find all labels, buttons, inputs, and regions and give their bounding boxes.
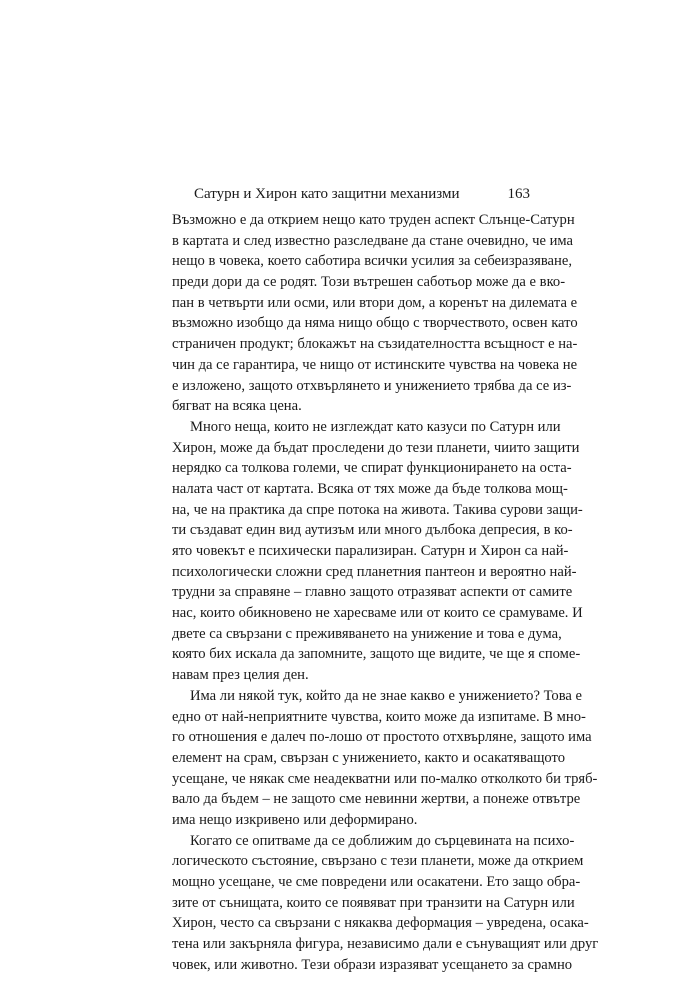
paragraph [172, 417, 583, 686]
text-line: която бих искала да запомните, защото ще видите, че ще я споме- [172, 646, 581, 663]
text-line: налата част от картата. Всяка от тях може да бъде толкова мощ- [172, 480, 568, 497]
running-header [172, 186, 530, 206]
text-line: Хирон, често са свързани с някаква деформация – увредена, осака- [172, 915, 589, 932]
text-line: мощно усещане, че сме повредени или осакатени. Ето защо обра- [172, 874, 581, 890]
text-line: е изложено, защото отхвърлянето и унижението трябва да се из- [172, 377, 572, 394]
text-line: нас, които обикновено не харесваме или от които се срамуваме. И [172, 605, 583, 622]
text-line: психологически сложни сред планетния пантеон и вероятно най- [172, 563, 577, 580]
text-line: вало да бъдем – не защото сме невинни жертви, а понеже отвътре [172, 791, 581, 808]
body-text [172, 210, 599, 975]
text-line: Има ли някой тук, който да не знае какво е унижението? Това е [190, 687, 582, 704]
text-line: ято човекът е психически парализиран. Сатурн и Хирон са най- [172, 543, 569, 559]
text-line: ти създават един вид аутизъм или много дълбока депресия, в ко- [172, 522, 573, 539]
paragraph [172, 210, 578, 417]
text-line: има нещо изкривено или деформирано. [172, 811, 418, 828]
text-line: Когато се опитваме да се доближим до сърцевината на психо- [190, 832, 575, 849]
text-line: бягват на всяка цена. [172, 398, 302, 415]
text-line: чин да се гарантира, че нищо от истинските чувства на човека не [172, 356, 578, 373]
text-line: страничен продукт; блокажът на съзидателността всъщност е на- [172, 336, 578, 353]
chapter-title: Сатурн и Хирон като защитни механизми [194, 186, 460, 202]
text-line: трудни за справяне – главно защото отразяват аспекти от самите [172, 584, 573, 601]
text-line: нещо в човека, което саботира всички усилия за себеизразяване, [172, 253, 572, 270]
text-line: преди дори да се родят. Този вътрешен саботьор може да е вко- [172, 274, 566, 291]
text-line: нерядко са толкова големи, че спират функционирането на оста- [172, 460, 572, 477]
text-line: го отношения е далеч по-лошо от простото отхвърляне, защото има [172, 729, 592, 746]
text-line: в картата и след известно разследване да стане очевидно, че има [172, 232, 574, 249]
text-line: елемент на срам, свързан с унижението, както и осакатяващото [172, 749, 566, 766]
text-line: възможно изобщо да няма нищо общо с творчеството, освен като [172, 315, 578, 332]
text-line: тена или закърняла фигура, независимо дали е сънуващият или друг [172, 936, 599, 953]
page-number: 163 [507, 186, 530, 202]
text-line: на, че на практика да спре потока на живота. Такива сурови защи- [172, 501, 583, 518]
text-line: Много неща, които не изглеждат като казуси по Сатурн или [190, 418, 561, 435]
text-line: двете са свързани с преживяването на унижение и това е дума, [172, 625, 562, 642]
text-line: Възможно е да открием нещо като труден аспект Слънце-Сатурн [172, 212, 575, 228]
text-line: едно от най-неприятните чувства, които може да изпитаме. В мно- [172, 708, 586, 725]
text-line: навам през целия ден. [172, 667, 309, 684]
text-line: Хирон, може да бъдат проследени до тези планети, чиито защити [172, 439, 580, 456]
text-line: логическото състояние, свързано с тези планети, може да открием [172, 853, 584, 870]
text-line: пан в четвърти или осми, или втори дом, а коренът на дилемата е [172, 294, 578, 311]
text-line: човек, или животно. Тези образи изразяват усещането за срамно [172, 956, 573, 973]
paragraph [172, 686, 598, 831]
text-line: зите от сънищата, които се появяват при транзити на Сатурн или [172, 894, 575, 911]
paragraph [172, 831, 599, 976]
text-line: усещане, че някак сме неадекватни или по-малко отколкото би тряб- [172, 770, 598, 787]
